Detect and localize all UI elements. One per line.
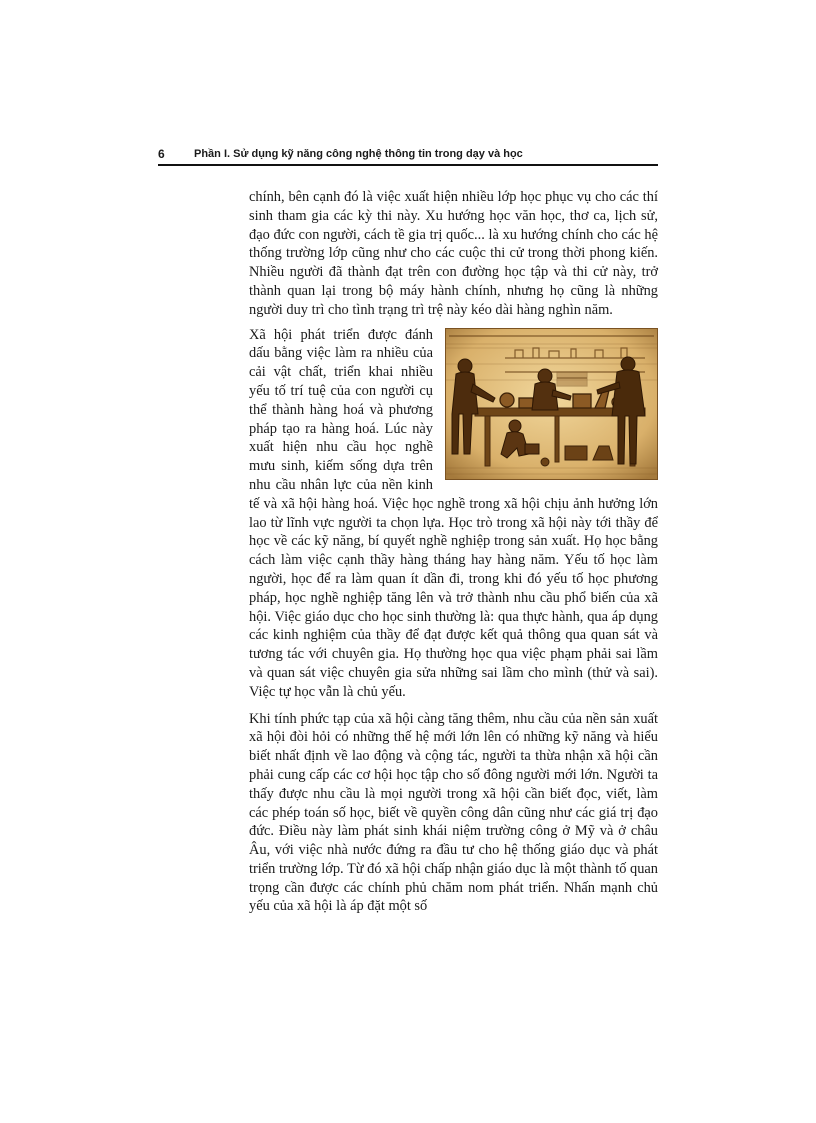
paragraph-2: Xã hội phát triển được đánh dấu bằng việc làm ra nhiều của cải vật chất, triển khai nhiều yếu tố trí tuệ của con người cụ thể thành hàng hoá và phương pháp tạo ra hàng hoá. Lúc này xuất hiện nhu cầu học nghề mưu sinh, kiếm sống dựa trên nhu cầu nhân lực của nền kinh tế và xã hội hàng hoá. Việc học nghề trong xã hội chịu ảnh hưởng lớn lao từ lĩnh vực người ta chọn lựa. Học trò trong xã hội này tới thầy để học về các kỹ năng, bí quyết nghề nghiệp trong sản xuất. Họ học bằng cách làm việc cạnh thầy hàng tháng hay hàng năm. Yếu tố học làm người, học để ra làm quan ít dần đi, trong khi đó yếu tố học phương pháp, học nghề nghiệp tăng lên và trở thành nhu cầu phổ biến của xã hội. Việc giáo dục cho học sinh thường là: qua thực hành, qua áp dụng các kinh nghiệm của thầy để đạt được kết quả thông qua quan sát và tương tác với chuyên gia. Họ thường học qua việc phạm phải sai lầm và quan sát việc chuyên gia sửa những sai lầm cho mình (thử và sai). Việc tự học vẫn là chủ yếu. [249, 326, 658, 700]
running-title: Phần I. Sử dụng kỹ năng công nghệ thông tin trong dạy và học [194, 148, 523, 160]
page-number: 6 [158, 147, 165, 161]
page-header [158, 146, 658, 166]
paragraph-3: Khi tính phức tạp của xã hội càng tăng thêm, nhu cầu của nền sản xuất xã hội đòi hỏi có những thế hệ mới lớn lên có những kỹ năng và hiểu biết nhất định về lao động và cộng tác, người ta thừa nhận xã hội cần phải cung cấp các cơ hội học tập cho số đông người mới lớn. Người ta thấy được nhu cầu là mọi người trong xã hội cần biết đọc, viết, làm các phép toán số học, biết về quyền công dân cũng như các giá trị đạo đức. Điều này làm phát sinh khái niệm trường công ở Mỹ và ở châu Âu, với việc nhà nước đứng ra đầu tư cho hệ thống giáo dục và phát triển trường lớp. Từ đó xã hội chấp nhận giáo dục là một thành tố quan trọng cần được các chính phủ chăm nom phát triển. Nhấn mạnh chủ yếu của xã hội là áp đặt một số [249, 710, 658, 915]
body-text [249, 188, 658, 924]
workshop-illustration [445, 328, 658, 480]
workshop-engraving-image [445, 328, 658, 480]
paragraph-1: chính, bên cạnh đó là việc xuất hiện nhiều lớp học phục vụ cho các thí sinh tham gia các kỳ thi này. Xu hướng học văn học, thơ ca, lịch sử, đạo đức con người, cách tề gia trị quốc... là xu hướng chính cho các hệ thống trường lớp cũng như cho các cuộc thi cử trong thời phong kiến. Nhiều người đã thành đạt trên con đường học tập và thi cử này, trở thành quan lại trong bộ máy hành chính, nhưng họ cũng là những người duy trì cho tình trạng trì trệ này kéo dài hàng nghìn năm. [249, 189, 658, 318]
